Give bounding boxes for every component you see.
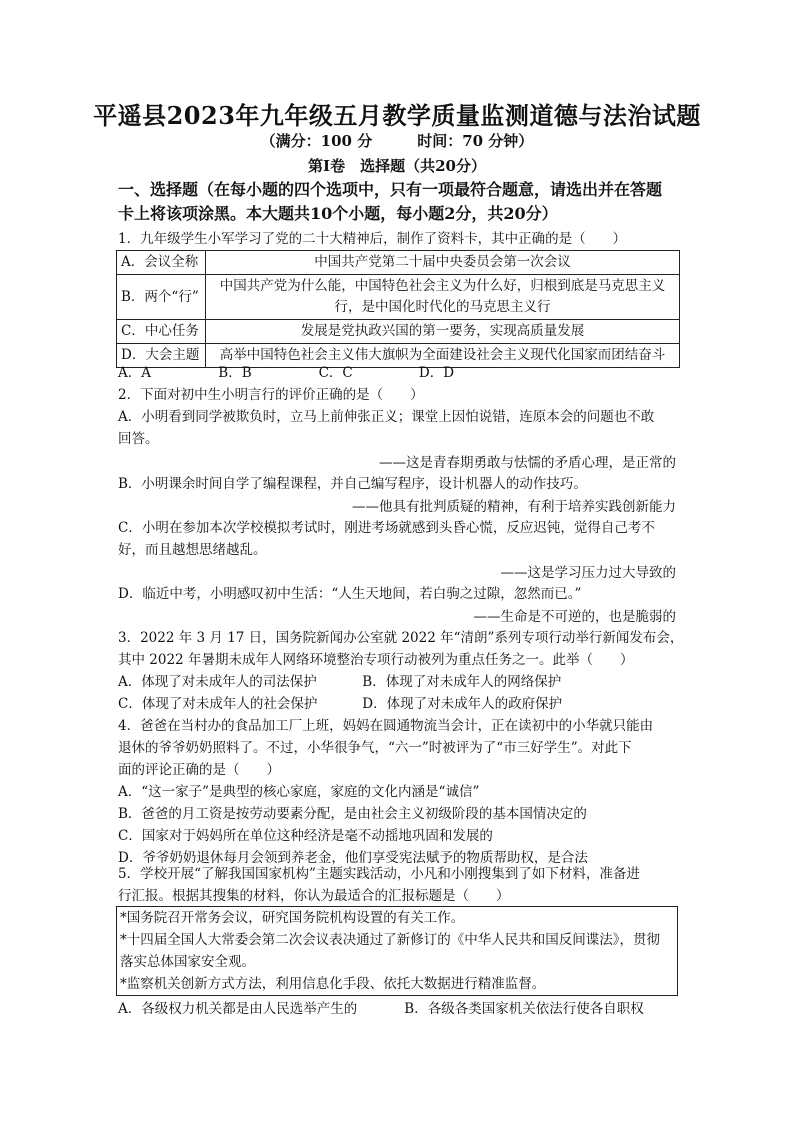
q2-option-a-line-2: 回答。	[118, 431, 159, 447]
q5-stem-line-1: 5．学校开展“了解我国国家机构”主题实践活动，小凡和小刚搜集到了如下材料，准备进	[118, 866, 640, 882]
q5-options-row-1	[118, 998, 678, 1020]
q4-option-c: C．国家对于妈妈所在单位这种经济是毫不动摇地巩固和发展的	[118, 828, 493, 844]
q1-row-key: C．中心任务	[117, 320, 206, 344]
q1-options	[118, 362, 678, 384]
table-row	[117, 251, 680, 275]
q1-option-a: A．A	[118, 365, 151, 381]
q1-row-value: 中国共产党第二十届中央委员会第一次会议	[206, 251, 680, 275]
exam-meta: （满分：100 分 时间：70 分钟）	[260, 132, 534, 150]
q4-stem-line-1: 4．爸爸在当村办的食品加工厂上班，妈妈在圆通物流当会计，正在读初中的小华就只能由	[118, 718, 654, 734]
q2-option-a-line-1: A．小明看到同学被欺负时，立马上前伸张正义；课堂上因怕说错，连原本会的问题也不敢	[118, 409, 655, 425]
q2-option-d-line-1: D．临近中考，小明感叹初中生活：“人生天地间，若白驹之过隙，忽然而已。”	[118, 586, 582, 602]
q5-material-box	[116, 906, 678, 996]
q3-option-b: B．体现了对未成年人的网络保护	[362, 674, 562, 690]
table-row	[117, 275, 680, 320]
instruction-line-2: 卡上将该项涂黑。本大题共10个小题，每小题2分，共20分）	[118, 204, 558, 223]
q1-row-value: 发展是党执政兴国的第一要务，实现高质量发展	[206, 320, 680, 344]
q4-option-b: B．爸爸的月工资是按劳动要素分配，是由社会主义初级阶段的基本国情决定的	[118, 806, 587, 822]
q2-option-b-comment: ——他具有批判质疑的精神，有利于培养实践创新能力	[352, 499, 676, 515]
q5-option-b: B．各级各类国家机关依法行使各自职权	[404, 1001, 644, 1017]
q2-option-a-comment: ——这是青春期勇敢与怯懦的矛盾心理，是正常的	[379, 455, 676, 471]
q1-row-key: D．大会主题	[117, 344, 206, 368]
q1-row-value-line-2: 行，是中国化时代化的马克思主义行	[334, 299, 551, 315]
q1-option-b: B．B	[218, 365, 252, 381]
q5-material-3: *监察机关创新方式方法，利用信息化手段、依托大数据进行精准监督。	[120, 976, 546, 992]
q3-stem-line-2: 其中 2022 年暑期未成年人网络环境整治专项行动被列为重点任务之一。此举（ ）	[118, 652, 634, 668]
q2-stem: 2．下面对初中生小明言行的评价正确的是（ ）	[118, 387, 424, 403]
q4-stem-line-2: 退休的爷爷奶奶照料了。不过，小华很争气，“六一”时被评为了“市三好学生”。对此下	[118, 740, 632, 756]
q1-row-value-line-1: 中国共产党为什么能，中国特色社会主义为什么好，归根到底是马克思主义	[219, 278, 666, 294]
page-title: 平遥县2023年九年级五月教学质量监测道德与法治试题	[93, 101, 701, 130]
q5-material-2: *十四届全国人大常委会第二次会议表决通过了新修订的《中华人民共和国反间谍法》，贯彻	[120, 932, 660, 948]
q5-material-2-cont: 落实总体国家安全观。	[120, 954, 255, 970]
q2-option-c-line-2: 好，而且越想思绪越乱。	[118, 542, 267, 558]
q1-table	[116, 250, 680, 368]
q4-stem-line-3: 面的评论正确的是（ ）	[118, 762, 280, 778]
q5-stem-line-2: 行汇报。根据其搜集的材料，你认为最适合的汇报标题是（ ）	[118, 888, 510, 904]
instruction-line-1: 一、选择题（在每小题的四个选项中，只有一项最符合题意，请选出并在答题	[118, 180, 663, 199]
q2-option-c-comment: ——这是学习压力过大导致的	[500, 565, 676, 581]
q5-option-a: A．各级权力机关都是由人民选举产生的	[118, 1001, 358, 1017]
q1-row-key: A．会议全称	[117, 251, 206, 275]
q1-row-key: B．两个“行”	[117, 275, 206, 320]
q2-option-c-line-1: C．小明在参加本次学校模拟考试时，刚进考场就感到头昏心慌，反应迟钝，觉得自己考不	[118, 520, 655, 536]
q1-stem: 1．九年级学生小军学习了党的二十大精神后，制作了资料卡，其中正确的是（ ）	[118, 231, 627, 247]
q4-option-d: D．爷爷奶奶退休每月会领到养老金，他们享受宪法赋予的物质帮助权，是合法	[118, 850, 588, 866]
q1-row-value: 高举中国特色社会主义伟大旗帜为全面建设社会主义现代化国家而团结奋斗	[206, 344, 680, 368]
table-row	[117, 320, 680, 344]
q2-option-b-line-1: B．小明课余时间自学了编程课程，并自己编写程序，设计机器人的动作技巧。	[118, 476, 587, 492]
q3-option-d: D．体现了对未成年人的政府保护	[362, 696, 563, 712]
q5-material-1: *国务院召开常务会议，研究国务院机构设置的有关工作。	[120, 910, 465, 926]
q2-option-d-comment: ——生命是不可逆的，也是脆弱的	[473, 609, 676, 625]
section-heading: 第Ⅰ卷 选择题（共20分）	[308, 157, 486, 175]
q1-option-c: C．C	[318, 365, 353, 381]
q3-option-a: A．体现了对未成年人的司法保护	[118, 674, 317, 690]
q3-options-row-2	[118, 693, 678, 715]
q4-option-a: A．“这一家子”是典型的核心家庭，家庭的文化内涵是“诚信”	[118, 784, 480, 800]
q3-option-c: C．体现了对未成年人的社会保护	[118, 696, 318, 712]
q1-option-d: D．D	[418, 365, 455, 381]
q1-row-value	[206, 275, 680, 320]
q3-options-row-1	[118, 671, 678, 693]
q3-stem-line-1: 3．2022 年 3 月 17 日，国务院新闻办公室就 2022 年“清朗”系列专项行动举行新闻发布会，	[118, 630, 684, 646]
